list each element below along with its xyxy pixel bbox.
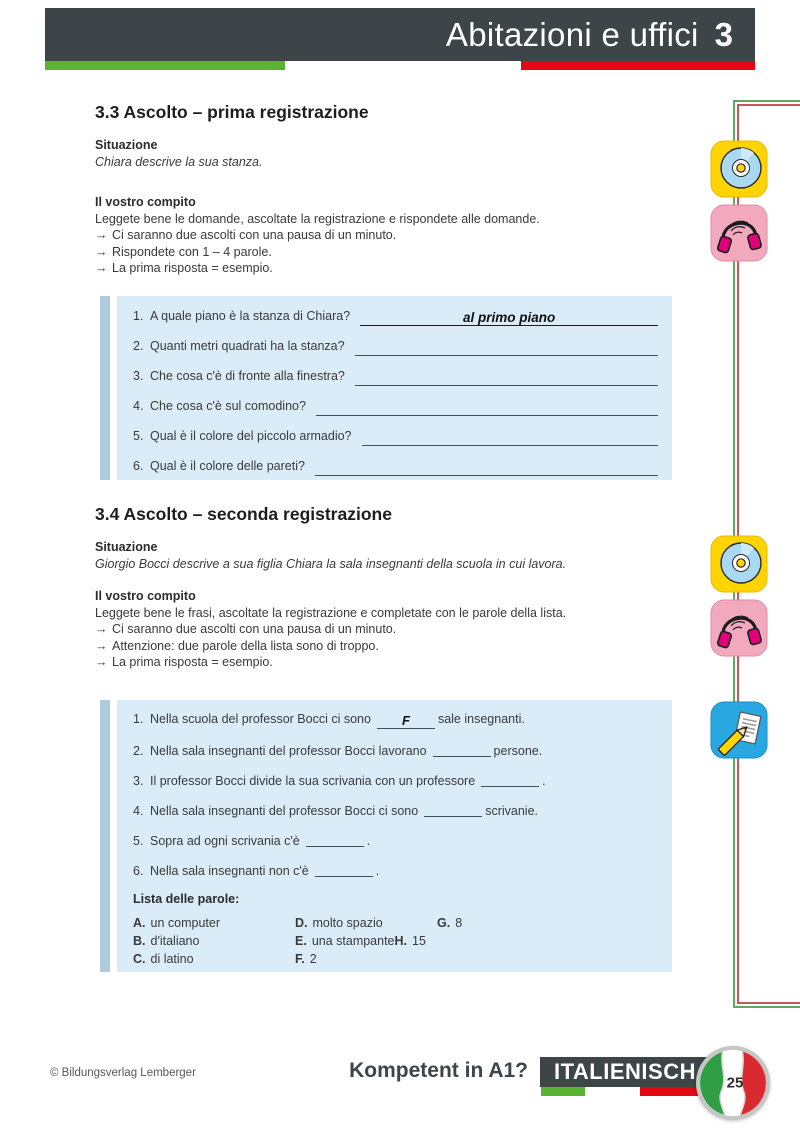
fill-blank[interactable] xyxy=(315,862,373,877)
headphones-icon xyxy=(710,204,768,262)
sentence-row: 6. Nella sala insegnanti non c'è . xyxy=(133,864,380,878)
task-bullet: → La prima risposta = esempio. xyxy=(95,655,273,669)
headphones-icon xyxy=(710,599,768,657)
sentence-after: . xyxy=(366,834,371,848)
answer-blank[interactable] xyxy=(355,339,658,356)
page-number: 25 xyxy=(726,1074,744,1092)
section-3-3-heading: 3.3 Ascolto – prima registrazione xyxy=(95,102,369,122)
arrow-icon: → xyxy=(95,638,108,653)
question-text: Quanti metri quadrati ha la stanza? xyxy=(150,339,345,353)
wordlist-item: H. 15 xyxy=(394,934,426,948)
sentence-row: 4. Nella sala insegnanti del professor Bocci ci sono scrivanie. xyxy=(133,804,538,818)
handwritten-answer: F xyxy=(401,713,410,728)
cd-icon xyxy=(710,140,768,198)
frame-line-bottom-red xyxy=(737,1002,800,1004)
arrow-icon: → xyxy=(95,622,108,636)
sentence-after: . xyxy=(542,774,546,788)
wordlist-item: G. 8 xyxy=(437,916,463,930)
answer-blank[interactable] xyxy=(315,459,658,476)
series-title: Kompetent in A1? xyxy=(349,1059,528,1082)
wordlist-item: D. molto spazio xyxy=(295,916,383,930)
question-text: Qual è il colore del piccolo armadio? xyxy=(150,429,352,443)
sentence-before: Il professor Bocci divide la sua scrivania con un professore xyxy=(150,774,476,788)
section-3-4-task xyxy=(95,588,675,671)
exercise-box-questions xyxy=(117,296,672,480)
section-3-4-situation xyxy=(95,539,675,572)
answer-blank[interactable] xyxy=(355,369,658,386)
question-row: 6. Qual è il colore delle pareti? xyxy=(133,459,658,476)
frame-line-bottom-green xyxy=(733,1006,800,1008)
answer-blank[interactable] xyxy=(360,309,658,326)
question-row: 3. Che cosa c'è di fronte alla finestra? xyxy=(133,369,658,386)
section-3-3-situation xyxy=(95,137,675,170)
section-3-3-task xyxy=(95,194,675,277)
frame-line-top-green xyxy=(733,100,800,102)
sentence-before: Nella sala insegnanti non c'è xyxy=(150,864,309,878)
situation-label: Situazione xyxy=(95,540,158,554)
wordlist-item: C. di latino xyxy=(133,952,194,966)
situation-label: Situazione xyxy=(95,138,158,152)
question-row: 1. A quale piano è la stanza di Chiara? al primo piano xyxy=(133,309,658,326)
question-text: A quale piano è la stanza di Chiara? xyxy=(150,309,351,323)
language-label: ITALIENISCH xyxy=(554,1059,696,1084)
fill-blank[interactable] xyxy=(377,714,435,729)
chapter-title: Abitazioni e uffici xyxy=(445,15,699,53)
wordlist-label: Lista delle parole: xyxy=(133,892,240,906)
exercise-box-spine xyxy=(100,296,110,480)
sentence-row: 5. Sopra ad ogni scrivania c'è . xyxy=(133,834,371,848)
arrow-icon: → xyxy=(95,228,108,242)
sentence-after: scrivanie. xyxy=(485,804,538,818)
fill-blank[interactable] xyxy=(433,742,491,757)
exercise-box-spine xyxy=(100,700,110,972)
situation-text: Giorgio Bocci descrive a sua figlia Chiara la sala insegnanti della scuola in cui lavora. xyxy=(95,556,567,571)
wordlist-item: A. un computer xyxy=(133,916,220,930)
task-label: Il vostro compito xyxy=(95,195,196,209)
handwritten-answer: al primo piano xyxy=(462,310,556,325)
cd-icon xyxy=(710,535,768,593)
task-intro: Leggete bene le frasi, ascoltate la registrazione e completate con le parole della lista. xyxy=(95,605,567,620)
task-intro: Leggete bene le domande, ascoltate la registrazione e rispondete alle domande. xyxy=(95,211,540,226)
section-3-4-heading: 3.4 Ascolto – seconda registrazione xyxy=(95,504,392,524)
sentence-before: Sopra ad ogni scrivania c'è xyxy=(150,834,300,848)
arrow-icon: → xyxy=(95,655,108,669)
question-row: 5. Qual è il colore del piccolo armadio? xyxy=(133,429,658,446)
wordlist-row xyxy=(133,914,658,932)
fill-blank[interactable] xyxy=(481,772,539,787)
wordlist-item: B. d'italiano xyxy=(133,934,200,948)
sentence-after: sale insegnanti. xyxy=(437,712,525,726)
sentence-before: Nella sala insegnanti del professor Bocci ci sono xyxy=(150,804,419,818)
wordlist-row xyxy=(133,932,658,950)
answer-blank[interactable] xyxy=(362,429,659,446)
wordlist-row xyxy=(133,950,658,968)
wordlist-item: E. una stampante xyxy=(295,934,395,948)
question-row: 4. Che cosa c'è sul comodino? xyxy=(133,399,658,416)
task-bullet: → Ci saranno due ascolti con una pausa di un minuto. xyxy=(95,228,397,242)
wordlist-item: F. 2 xyxy=(295,952,317,966)
sentence-row: 1. Nella scuola del professor Bocci ci sono F sale insegnanti. xyxy=(133,712,525,728)
header-accent-red xyxy=(521,61,755,70)
sentence-row: 3. Il professor Bocci divide la sua scrivania con un professore . xyxy=(133,774,546,788)
sentence-row: 2. Nella sala insegnanti del professor Bocci lavorano persone. xyxy=(133,744,543,758)
question-text: Che cosa c'è di fronte alla finestra? xyxy=(150,369,345,383)
footer-accent-green xyxy=(541,1087,585,1096)
question-row: 2. Quanti metri quadrati ha la stanza? xyxy=(133,339,658,356)
sentence-before: Nella scuola del professor Bocci ci sono xyxy=(150,712,371,726)
page-number-badge xyxy=(696,1046,770,1120)
header-accent-green xyxy=(45,61,285,70)
exercise-box-sentences xyxy=(117,700,672,972)
fill-blank[interactable] xyxy=(306,832,364,847)
task-label: Il vostro compito xyxy=(95,589,196,603)
sentence-after: . xyxy=(375,864,380,878)
answer-blank[interactable] xyxy=(316,399,658,416)
writing-icon xyxy=(710,701,768,759)
task-bullet: → Attenzione: due parole della lista sono di troppo. xyxy=(95,638,379,653)
copyright-text: © Bildungsverlag Lemberger xyxy=(50,1067,196,1079)
chapter-number: 3 xyxy=(714,15,733,53)
situation-text: Chiara descrive la sua stanza. xyxy=(95,154,263,169)
question-text: Qual è il colore delle pareti? xyxy=(150,459,305,473)
fill-blank[interactable] xyxy=(424,802,482,817)
task-bullet: → La prima risposta = esempio. xyxy=(95,261,273,275)
question-text: Che cosa c'è sul comodino? xyxy=(150,399,306,413)
sentence-after: persone. xyxy=(493,744,543,758)
arrow-icon: → xyxy=(95,244,108,259)
task-bullet: → Rispondete con 1 – 4 parole. xyxy=(95,244,272,259)
arrow-icon: → xyxy=(95,261,108,275)
frame-line-top-red xyxy=(737,104,800,106)
task-bullet: → Ci saranno due ascolti con una pausa di un minuto. xyxy=(95,622,397,636)
sentence-before: Nella sala insegnanti del professor Bocci lavorano xyxy=(150,744,427,758)
chapter-header-bar xyxy=(45,8,755,61)
